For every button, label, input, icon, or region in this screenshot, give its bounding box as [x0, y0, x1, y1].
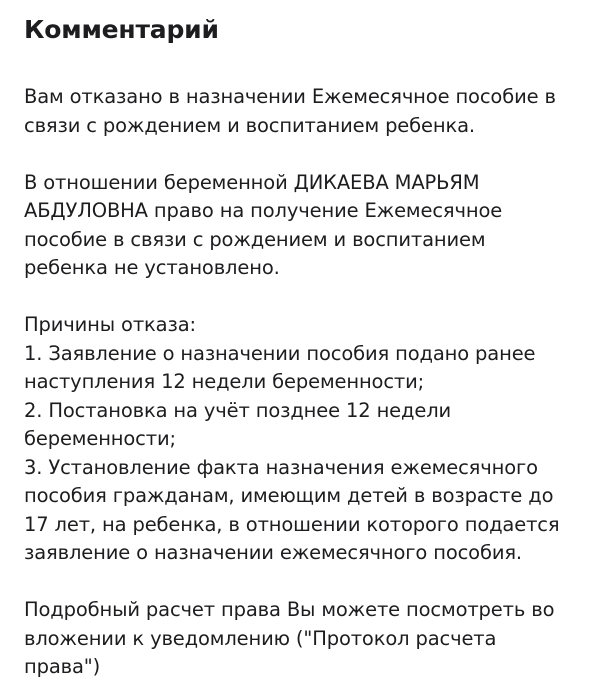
- reason-1-line-1: 1. Заявление о назначении пособия подано ранее: [24, 341, 536, 365]
- eligibility-paragraph: [24, 169, 564, 283]
- eligibility-line-3: пособие в связи с рождением и воспитанием: [24, 227, 486, 251]
- eligibility-line-2: АБДУЛОВНА право на получение Ежемесячное: [24, 199, 503, 222]
- eligibility-line-4: ребенка не установлено.: [24, 256, 280, 279]
- refusal-line-1: Вам отказано в назначении Ежемесячное пособие в: [24, 85, 556, 108]
- protocol-line-3: права"): [24, 655, 101, 678]
- reason-3-line-4: заявление о назначении ежемесячного пособия.: [24, 541, 522, 564]
- eligibility-line-1: В отношении беременной ДИКАЕВА МАРЬЯМ: [24, 170, 480, 194]
- reasons-list: [24, 311, 564, 568]
- refusal-paragraph: [24, 83, 564, 140]
- reasons-heading: Причины отказа:: [24, 313, 196, 336]
- protocol-paragraph: [24, 596, 564, 682]
- reason-2-line-1: 2. Постановка на учёт позднее 12 недели: [24, 398, 452, 422]
- reason-1-line-2: наступления 12 недели беременности;: [24, 370, 425, 393]
- protocol-line-2: вложении к уведомлению ("Протокол расчета: [24, 626, 497, 650]
- protocol-line-1: Подробный расчет права Вы можете посмотреть во: [24, 598, 555, 621]
- comment-body: [24, 83, 564, 682]
- reason-2-line-2: беременности;: [24, 427, 176, 450]
- refusal-line-2: связи с рождением и воспитанием ребенка.: [24, 113, 475, 137]
- reason-3-line-2: пособия гражданам, имеющим детей в возрасте до: [24, 484, 554, 507]
- reason-3-line-3: 17 лет, на ребенка, в отношении которого подается: [24, 512, 560, 536]
- comment-title: Комментарий: [24, 15, 219, 44]
- reason-3-line-1: 3. Установление факта назначения ежемесячного: [24, 455, 538, 479]
